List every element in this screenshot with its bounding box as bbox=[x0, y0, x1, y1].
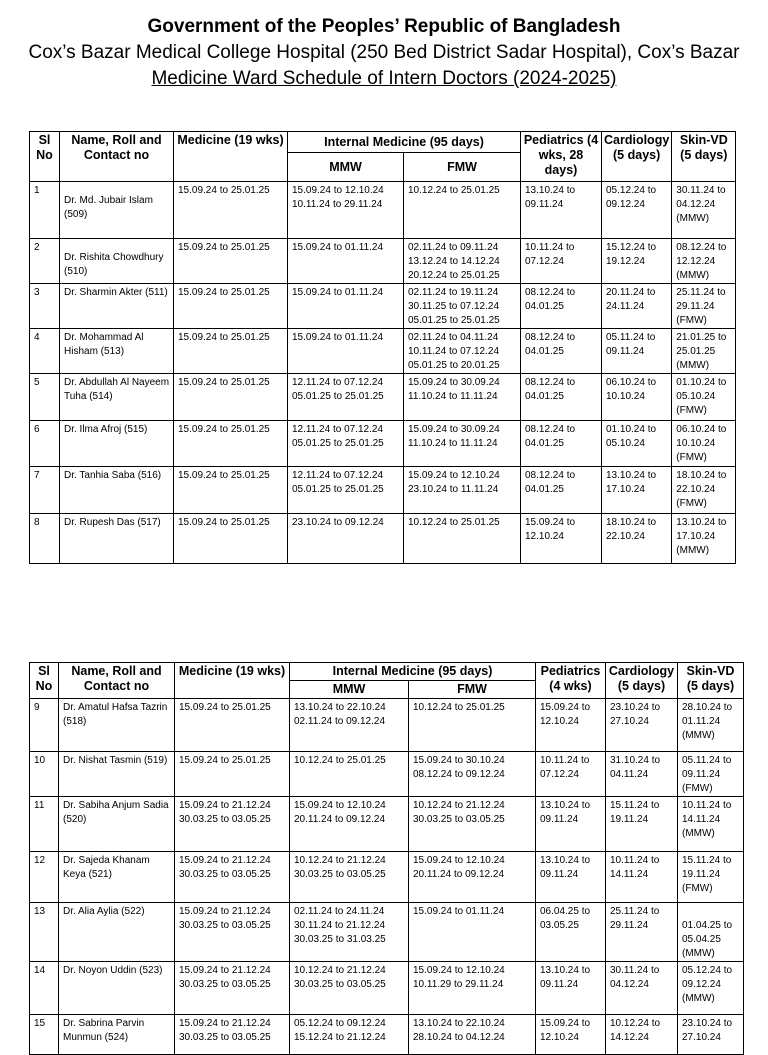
intern-name: Dr. Alia Aylia (522) bbox=[59, 903, 175, 962]
table-row bbox=[30, 903, 744, 962]
skin-dates: 28.10.24 to 01.11.24 (MMW) bbox=[678, 699, 744, 752]
fmw-dates: 02.11.24 to 04.11.24 10.11.24 to 07.12.24 05.01.25 to 20.01.25 bbox=[404, 329, 521, 374]
mmw-dates: 23.10.24 to 09.12.24 bbox=[288, 514, 404, 564]
table-row bbox=[30, 467, 736, 514]
serial-number: 14 bbox=[30, 962, 59, 1015]
skin-dates: 06.10.24 to 10.10.24 (FMW) bbox=[672, 421, 736, 467]
serial-number: 10 bbox=[30, 752, 59, 797]
document-title: Government of the Peoples’ Republic of Bangladesh bbox=[147, 16, 621, 37]
pediatrics-dates: 13.10.24 to 09.11.24 bbox=[521, 182, 602, 239]
fmw-dates: 10.12.24 to 25.01.25 bbox=[404, 182, 521, 239]
medicine-dates: 15.09.24 to 25.01.25 bbox=[174, 329, 288, 374]
intern-name: Dr. Sabrina Parvin Munmun (524) bbox=[59, 1015, 175, 1055]
serial-number: 5 bbox=[30, 374, 60, 421]
intern-name: Dr. Mohammad Al Hisham (513) bbox=[60, 329, 174, 374]
medicine-dates: 15.09.24 to 25.01.25 bbox=[174, 421, 288, 467]
mmw-dates: 12.11.24 to 07.12.24 05.01.25 to 25.01.25 bbox=[288, 421, 404, 467]
mmw-dates: 05.12.24 to 09.12.24 15.12.24 to 21.12.24 bbox=[290, 1015, 409, 1055]
table-row bbox=[30, 852, 744, 903]
medicine-dates: 15.09.24 to 25.01.25 bbox=[174, 467, 288, 514]
fmw-dates: 15.09.24 to 12.10.24 10.11.29 to 29.11.24 bbox=[409, 962, 536, 1015]
intern-name: Dr. Tanhia Saba (516) bbox=[60, 467, 174, 514]
header-fmw: FMW bbox=[404, 153, 521, 182]
mmw-dates: 10.12.24 to 21.12.24 30.03.25 to 03.05.25 bbox=[290, 852, 409, 903]
pediatrics-dates: 08.12.24 to 04.01.25 bbox=[521, 421, 602, 467]
medicine-dates: 15.09.24 to 25.01.25 bbox=[174, 514, 288, 564]
header-cardiology: Cardiology (5 days) bbox=[606, 663, 678, 699]
pediatrics-dates: 08.12.24 to 04.01.25 bbox=[521, 284, 602, 329]
schedule-table-1-body bbox=[30, 182, 736, 564]
skin-dates: 05.12.24 to 09.12.24 (MMW) bbox=[678, 962, 744, 1015]
cardiology-dates: 30.11.24 to 04.12.24 bbox=[606, 962, 678, 1015]
fmw-dates: 15.09.24 to 12.10.24 23.10.24 to 11.11.24 bbox=[404, 467, 521, 514]
pediatrics-dates: 15.09.24 to 12.10.24 bbox=[536, 1015, 606, 1055]
medicine-dates: 15.09.24 to 25.01.25 bbox=[175, 699, 290, 752]
header-pediatrics: Pediatrics (4 wks) bbox=[536, 663, 606, 699]
serial-number: 11 bbox=[30, 797, 59, 852]
medicine-dates: 15.09.24 to 21.12.24 30.03.25 to 03.05.25 bbox=[175, 797, 290, 852]
table-row bbox=[30, 374, 736, 421]
cardiology-dates: 20.11.24 to 24.11.24 bbox=[602, 284, 672, 329]
header-pediatrics: Pediatrics (4 wks, 28 days) bbox=[521, 132, 602, 182]
pediatrics-dates: 13.10.24 to 09.11.24 bbox=[536, 797, 606, 852]
intern-name: Dr. Sajeda Khanam Keya (521) bbox=[59, 852, 175, 903]
intern-name: Dr. Nishat Tasmin (519) bbox=[59, 752, 175, 797]
medicine-dates: 15.09.24 to 21.12.24 30.03.25 to 03.05.25 bbox=[175, 852, 290, 903]
intern-name: Dr. Noyon Uddin (523) bbox=[59, 962, 175, 1015]
cardiology-dates: 10.11.24 to 14.11.24 bbox=[606, 852, 678, 903]
pediatrics-dates: 13.10.24 to 09.11.24 bbox=[536, 962, 606, 1015]
skin-dates: 23.10.24 to 27.10.24 bbox=[678, 1015, 744, 1055]
cardiology-dates: 01.10.24 to 05.10.24 bbox=[602, 421, 672, 467]
header-sl: Sl No bbox=[30, 663, 59, 699]
header-internal-medicine: Internal Medicine (95 days) bbox=[288, 132, 521, 153]
skin-dates: 21.01.25 to 25.01.25 (MMW) bbox=[672, 329, 736, 374]
serial-number: 8 bbox=[30, 514, 60, 564]
cardiology-dates: 15.12.24 to 19.12.24 bbox=[602, 239, 672, 284]
skin-dates: 15.11.24 to 19.11.24 (FMW) bbox=[678, 852, 744, 903]
pediatrics-dates: 10.11.24 to 07.12.24 bbox=[521, 239, 602, 284]
intern-name: Dr. Ilma Afroj (515) bbox=[60, 421, 174, 467]
table-row bbox=[30, 797, 744, 852]
medicine-dates: 15.09.24 to 21.12.24 30.03.25 to 03.05.25 bbox=[175, 1015, 290, 1055]
header-skin-vd: Skin-VD (5 days) bbox=[672, 132, 736, 182]
skin-dates: 05.11.24 to 09.11.24 (FMW) bbox=[678, 752, 744, 797]
intern-name: Dr. Rupesh Das (517) bbox=[60, 514, 174, 564]
serial-number: 12 bbox=[30, 852, 59, 903]
schedule-table-2-body bbox=[30, 699, 744, 1055]
medicine-dates: 15.09.24 to 25.01.25 bbox=[175, 752, 290, 797]
mmw-dates: 15.09.24 to 01.11.24 bbox=[288, 329, 404, 374]
fmw-dates: 15.09.24 to 30.10.24 08.12.24 to 09.12.24 bbox=[409, 752, 536, 797]
serial-number: 6 bbox=[30, 421, 60, 467]
table-row bbox=[30, 1015, 744, 1055]
pediatrics-dates: 08.12.24 to 04.01.25 bbox=[521, 329, 602, 374]
cardiology-dates: 10.12.24 to 14.12.24 bbox=[606, 1015, 678, 1055]
table-row bbox=[30, 752, 744, 797]
table-row bbox=[30, 421, 736, 467]
cardiology-dates: 05.12.24 to 09.12.24 bbox=[602, 182, 672, 239]
skin-dates: 01.04.25 to 05.04.25 (MMW) bbox=[678, 903, 744, 962]
mmw-dates: 12.11.24 to 07.12.24 05.01.25 to 25.01.25 bbox=[288, 467, 404, 514]
medicine-dates: 15.09.24 to 21.12.24 30.03.25 to 03.05.25 bbox=[175, 962, 290, 1015]
skin-dates: 08.12.24 to 12.12.24 (MMW) bbox=[672, 239, 736, 284]
mmw-dates: 15.09.24 to 12.10.24 10.11.24 to 29.11.24 bbox=[288, 182, 404, 239]
header-skin-vd: Skin-VD (5 days) bbox=[678, 663, 744, 699]
pediatrics-dates: 15.09.24 to 12.10.24 bbox=[536, 699, 606, 752]
pediatrics-dates: 15.09.24 to 12.10.24 bbox=[521, 514, 602, 564]
header-internal-medicine: Internal Medicine (95 days) bbox=[290, 663, 536, 681]
serial-number: 15 bbox=[30, 1015, 59, 1055]
mmw-dates: 13.10.24 to 22.10.24 02.11.24 to 09.12.24 bbox=[290, 699, 409, 752]
serial-number: 9 bbox=[30, 699, 59, 752]
fmw-dates: 10.12.24 to 25.01.25 bbox=[409, 699, 536, 752]
header-medicine: Medicine (19 wks) bbox=[174, 132, 288, 182]
table-row bbox=[30, 182, 736, 239]
fmw-dates: 02.11.24 to 09.11.24 13.12.24 to 14.12.24 20.12.24 to 25.01.25 bbox=[404, 239, 521, 284]
fmw-dates: 10.12.24 to 25.01.25 bbox=[404, 514, 521, 564]
cardiology-dates: 05.11.24 to 09.11.24 bbox=[602, 329, 672, 374]
skin-dates: 13.10.24 to 17.10.24 (MMW) bbox=[672, 514, 736, 564]
mmw-dates: 15.09.24 to 01.11.24 bbox=[288, 284, 404, 329]
intern-name: Dr. Sabiha Anjum Sadia (520) bbox=[59, 797, 175, 852]
cardiology-dates: 15.11.24 to 19.11.24 bbox=[606, 797, 678, 852]
serial-number: 4 bbox=[30, 329, 60, 374]
cardiology-dates: 23.10.24 to 27.10.24 bbox=[606, 699, 678, 752]
mmw-dates: 15.09.24 to 01.11.24 bbox=[288, 239, 404, 284]
medicine-dates: 15.09.24 to 25.01.25 bbox=[174, 284, 288, 329]
fmw-dates: 13.10.24 to 22.10.24 28.10.24 to 04.12.24 bbox=[409, 1015, 536, 1055]
serial-number: 13 bbox=[30, 903, 59, 962]
cardiology-dates: 18.10.24 to 22.10.24 bbox=[602, 514, 672, 564]
cardiology-dates: 06.10.24 to 10.10.24 bbox=[602, 374, 672, 421]
hospital-name: Cox’s Bazar Medical College Hospital (250 Bed District Sadar Hospital), Cox’s Bazar bbox=[28, 42, 740, 63]
table-row bbox=[30, 329, 736, 374]
skin-dates: 30.11.24 to 04.12.24 (MMW) bbox=[672, 182, 736, 239]
header-name: Name, Roll and Contact no bbox=[59, 663, 175, 699]
skin-dates: 01.10.24 to 05.10.24 (FMW) bbox=[672, 374, 736, 421]
fmw-dates: 15.09.24 to 01.11.24 bbox=[409, 903, 536, 962]
schedule-table-1 bbox=[29, 131, 736, 564]
header-mmw: MMW bbox=[288, 153, 404, 182]
mmw-dates: 15.09.24 to 12.10.24 20.11.24 to 09.12.24 bbox=[290, 797, 409, 852]
schedule-title: Medicine Ward Schedule of Intern Doctors (2024-2025) bbox=[151, 68, 617, 89]
fmw-dates: 15.09.24 to 30.09.24 11.10.24 to 11.11.24 bbox=[404, 374, 521, 421]
header-medicine: Medicine (19 wks) bbox=[175, 663, 290, 699]
fmw-dates: 15.09.24 to 12.10.24 20.11.24 to 09.12.24 bbox=[409, 852, 536, 903]
serial-number: 7 bbox=[30, 467, 60, 514]
table-row bbox=[30, 514, 736, 564]
header-name: Name, Roll and Contact no bbox=[60, 132, 174, 182]
header-mmw: MMW bbox=[290, 681, 409, 699]
fmw-dates: 15.09.24 to 30.09.24 11.10.24 to 11.11.24 bbox=[404, 421, 521, 467]
header-sl: Sl No bbox=[30, 132, 60, 182]
header-fmw: FMW bbox=[409, 681, 536, 699]
intern-name: Dr. Md. Jubair Islam (509) bbox=[60, 182, 174, 239]
cardiology-dates: 25.11.24 to 29.11.24 bbox=[606, 903, 678, 962]
pediatrics-dates: 06.04.25 to 03.05.25 bbox=[536, 903, 606, 962]
fmw-dates: 10.12.24 to 21.12.24 30.03.25 to 03.05.25 bbox=[409, 797, 536, 852]
intern-name: Dr. Amatul Hafsa Tazrin (518) bbox=[59, 699, 175, 752]
table-row bbox=[30, 239, 736, 284]
serial-number: 3 bbox=[30, 284, 60, 329]
skin-dates: 18.10.24 to 22.10.24 (FMW) bbox=[672, 467, 736, 514]
medicine-dates: 15.09.24 to 21.12.24 30.03.25 to 03.05.25 bbox=[175, 903, 290, 962]
skin-dates: 25.11.24 to 29.11.24 (FMW) bbox=[672, 284, 736, 329]
medicine-dates: 15.09.24 to 25.01.25 bbox=[174, 239, 288, 284]
intern-name: Dr. Rishita Chowdhury (510) bbox=[60, 239, 174, 284]
fmw-dates: 02.11.24 to 19.11.24 30.11.25 to 07.12.24 05.01.25 to 25.01.25 bbox=[404, 284, 521, 329]
pediatrics-dates: 13.10.24 to 09.11.24 bbox=[536, 852, 606, 903]
serial-number: 2 bbox=[30, 239, 60, 284]
skin-dates: 10.11.24 to 14.11.24 (MMW) bbox=[678, 797, 744, 852]
mmw-dates: 02.11.24 to 24.11.24 30.11.24 to 21.12.24 30.03.25 to 31.03.25 bbox=[290, 903, 409, 962]
intern-name: Dr. Abdullah Al Nayeem Tuha (514) bbox=[60, 374, 174, 421]
table-row bbox=[30, 284, 736, 329]
cardiology-dates: 13.10.24 to 17.10.24 bbox=[602, 467, 672, 514]
serial-number: 1 bbox=[30, 182, 60, 239]
medicine-dates: 15.09.24 to 25.01.25 bbox=[174, 182, 288, 239]
mmw-dates: 10.12.24 to 25.01.25 bbox=[290, 752, 409, 797]
table-row bbox=[30, 699, 744, 752]
pediatrics-dates: 08.12.24 to 04.01.25 bbox=[521, 467, 602, 514]
table-row bbox=[30, 962, 744, 1015]
mmw-dates: 10.12.24 to 21.12.24 30.03.25 to 03.05.25 bbox=[290, 962, 409, 1015]
schedule-table-2 bbox=[29, 662, 744, 1055]
pediatrics-dates: 08.12.24 to 04.01.25 bbox=[521, 374, 602, 421]
cardiology-dates: 31.10.24 to 04.11.24 bbox=[606, 752, 678, 797]
mmw-dates: 12.11.24 to 07.12.24 05.01.25 to 25.01.25 bbox=[288, 374, 404, 421]
intern-name: Dr. Sharmin Akter (511) bbox=[60, 284, 174, 329]
medicine-dates: 15.09.24 to 25.01.25 bbox=[174, 374, 288, 421]
pediatrics-dates: 10.11.24 to 07.12.24 bbox=[536, 752, 606, 797]
header-cardiology: Cardiology (5 days) bbox=[602, 132, 672, 182]
